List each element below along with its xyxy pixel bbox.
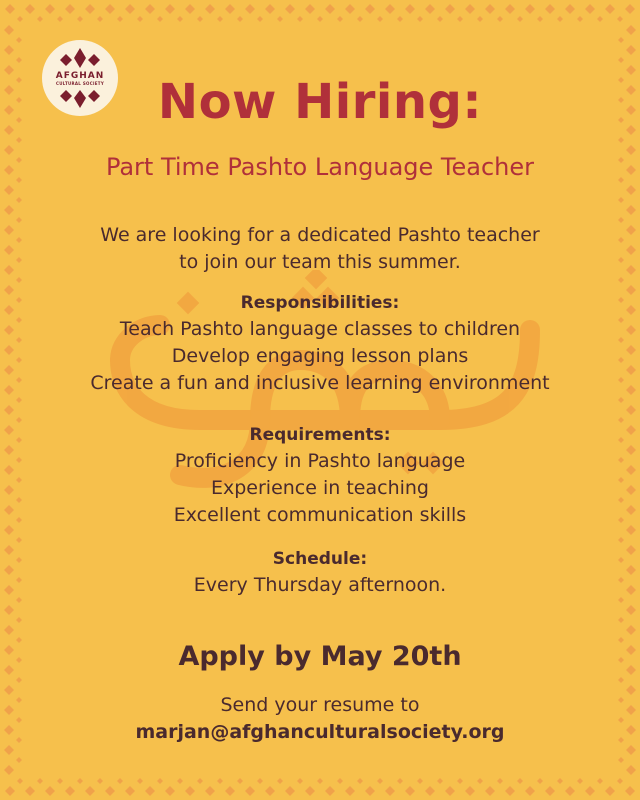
border-diamond: [265, 4, 275, 14]
requirement-item: Proficiency in Pashto language: [174, 450, 466, 472]
border-diamond: [185, 4, 195, 14]
border-diamond: [345, 4, 355, 14]
border-diamond: [457, 778, 463, 784]
border-diamond: [25, 4, 35, 14]
border-diamond: [626, 25, 636, 35]
border-diamond: [377, 778, 383, 784]
border-diamond: [17, 16, 23, 22]
schedule-heading: Schedule:: [272, 549, 368, 569]
border-diamond: [365, 4, 375, 14]
border-diamond: [618, 37, 624, 43]
border-diamond: [618, 537, 624, 543]
border-diamond: [257, 16, 263, 22]
border-diamond: [605, 786, 615, 796]
border-diamond: [17, 778, 23, 784]
logo-text: AFGHAN: [55, 71, 105, 81]
border-diamond: [205, 786, 215, 796]
border-diamond: [525, 786, 535, 796]
border-diamond: [85, 786, 95, 796]
border-diamond: [385, 786, 395, 796]
border-diamond: [545, 786, 555, 796]
border-diamond: [125, 786, 135, 796]
border-diamond: [16, 137, 22, 143]
border-diamond: [5, 786, 15, 796]
border-diamond: [626, 405, 636, 415]
border-diamond: [197, 16, 203, 22]
border-diamond: [285, 4, 295, 14]
border-diamond: [117, 16, 123, 22]
contact-section: [0, 692, 640, 746]
border-diamond: [397, 16, 403, 22]
border-diamond: [405, 4, 415, 14]
job-title: Part Time Pashto Language Teacher: [105, 153, 535, 181]
border-diamond: [618, 617, 624, 623]
border-diamond: [16, 677, 22, 683]
border-diamond: [5, 4, 15, 14]
border-diamond: [565, 4, 575, 14]
border-diamond: [4, 185, 14, 195]
border-diamond: [4, 45, 14, 55]
border-diamond: [325, 786, 335, 796]
border-diamond: [277, 16, 283, 22]
border-diamond: [57, 778, 63, 784]
contact-email[interactable]: marjan@afghanculturalsociety.org: [135, 721, 505, 743]
border-diamond: [577, 778, 583, 784]
border-diamond: [357, 778, 363, 784]
border-diamond: [626, 765, 636, 775]
border-diamond: [505, 4, 515, 14]
border-diamond: [137, 16, 143, 22]
border-diamond: [305, 786, 315, 796]
send-resume-label: Send your resume to: [220, 694, 420, 716]
border-diamond: [477, 778, 483, 784]
border-diamond: [137, 778, 143, 784]
border-diamond: [305, 4, 315, 14]
requirement-item: Experience in teaching: [210, 477, 429, 499]
border-diamond: [577, 16, 583, 22]
requirement-item: Excellent communication skills: [173, 504, 467, 526]
border-diamond: [45, 786, 55, 796]
border-diamond: [625, 4, 635, 14]
border-diamond: [185, 786, 195, 796]
border-diamond: [37, 778, 43, 784]
responsibilities-heading: Responsibilities:: [240, 293, 400, 313]
border-diamond: [277, 778, 283, 784]
border-diamond: [537, 16, 543, 22]
border-diamond: [4, 605, 14, 615]
border-diamond: [217, 778, 223, 784]
border-diamond: [65, 4, 75, 14]
border-diamond: [618, 197, 624, 203]
border-diamond: [557, 16, 563, 22]
border-diamond: [445, 4, 455, 14]
border-diamond: [4, 405, 14, 415]
border-diamond: [626, 45, 636, 55]
border-diamond: [16, 397, 22, 403]
border-diamond: [605, 4, 615, 14]
responsibility-item: Teach Pashto language classes to children: [119, 318, 521, 340]
border-diamond: [545, 4, 555, 14]
schedule-section: [0, 546, 640, 599]
border-diamond: [145, 786, 155, 796]
border-diamond: [585, 4, 595, 14]
border-diamond: [225, 786, 235, 796]
border-diamond: [177, 778, 183, 784]
border-diamond: [437, 16, 443, 22]
border-diamond: [4, 625, 14, 635]
border-diamond: [417, 778, 423, 784]
border-diamond: [125, 4, 135, 14]
border-diamond: [77, 778, 83, 784]
border-diamond: [617, 16, 623, 22]
border-diamond: [357, 16, 363, 22]
apply-deadline: Apply by May 20th: [178, 641, 462, 672]
border-diamond: [265, 786, 275, 796]
border-diamond: [4, 765, 14, 775]
requirements-section: [0, 422, 640, 529]
border-diamond: [625, 786, 635, 796]
border-diamond: [85, 4, 95, 14]
border-diamond: [626, 745, 636, 755]
logo-subtext: CULTURAL SOCIETY: [55, 81, 105, 86]
border-diamond: [297, 16, 303, 22]
border-diamond: [505, 786, 515, 796]
border-diamond: [517, 778, 523, 784]
border-diamond: [77, 16, 83, 22]
border-diamond: [618, 57, 624, 63]
border-diamond: [16, 617, 22, 623]
border-diamond: [16, 197, 22, 203]
border-diamond: [165, 786, 175, 796]
border-diamond: [597, 778, 603, 784]
border-diamond: [565, 786, 575, 796]
border-diamond: [618, 137, 624, 143]
border-diamond: [477, 16, 483, 22]
border-diamond: [285, 786, 295, 796]
border-diamond: [297, 778, 303, 784]
border-diamond: [626, 185, 636, 195]
border-diamond: [325, 4, 335, 14]
border-diamond: [157, 16, 163, 22]
border-diamond: [585, 786, 595, 796]
border-diamond: [337, 16, 343, 22]
border-diamond: [337, 778, 343, 784]
border-diamond: [16, 37, 22, 43]
border-diamond: [626, 205, 636, 215]
border-diamond: [4, 25, 14, 35]
border-diamond: [157, 778, 163, 784]
page-title: Now Hiring:: [157, 74, 483, 130]
border-diamond: [217, 16, 223, 22]
border-diamond: [457, 16, 463, 22]
border-diamond: [618, 397, 624, 403]
border-diamond: [417, 16, 423, 22]
border-diamond: [617, 778, 623, 784]
border-diamond: [97, 16, 103, 22]
border-diamond: [597, 16, 603, 22]
border-diamond: [25, 786, 35, 796]
border-diamond: [245, 4, 255, 14]
border-diamond: [177, 16, 183, 22]
border-diamond: [4, 745, 14, 755]
requirements-heading: Requirements:: [249, 425, 391, 445]
border-diamond: [365, 786, 375, 796]
border-diamond: [465, 786, 475, 796]
border-diamond: [437, 778, 443, 784]
border-diamond: [225, 4, 235, 14]
border-diamond: [397, 778, 403, 784]
border-diamond: [626, 625, 636, 635]
border-diamond: [465, 4, 475, 14]
border-diamond: [405, 786, 415, 796]
border-diamond: [165, 4, 175, 14]
border-diamond: [618, 277, 624, 283]
border-diamond: [485, 4, 495, 14]
border-diamond: [105, 4, 115, 14]
border-diamond: [537, 778, 543, 784]
border-diamond: [618, 757, 624, 763]
border-diamond: [45, 4, 55, 14]
border-diamond: [65, 786, 75, 796]
border-diamond: [37, 16, 43, 22]
border-diamond: [205, 4, 215, 14]
border-diamond: [16, 537, 22, 543]
responsibilities-section: [0, 290, 640, 397]
border-diamond: [517, 16, 523, 22]
border-diamond: [618, 677, 624, 683]
border-diamond: [197, 778, 203, 784]
border-diamond: [117, 778, 123, 784]
border-diamond: [245, 786, 255, 796]
border-diamond: [497, 778, 503, 784]
border-diamond: [377, 16, 383, 22]
responsibility-item: Create a fun and inclusive learning environment: [90, 372, 550, 394]
border-diamond: [97, 778, 103, 784]
border-diamond: [445, 786, 455, 796]
border-diamond: [317, 778, 323, 784]
border-diamond: [257, 778, 263, 784]
border-diamond: [497, 16, 503, 22]
border-diamond: [57, 16, 63, 22]
border-diamond: [105, 786, 115, 796]
border-diamond: [557, 778, 563, 784]
border-diamond: [626, 605, 636, 615]
border-diamond: [16, 57, 22, 63]
border-diamond: [4, 205, 14, 215]
border-diamond: [145, 4, 155, 14]
border-diamond: [425, 786, 435, 796]
border-diamond: [385, 4, 395, 14]
intro-line: We are looking for a dedicated Pashto teacher: [100, 224, 540, 246]
border-diamond: [425, 4, 435, 14]
border-diamond: [525, 4, 535, 14]
intro-text: [0, 222, 640, 276]
border-diamond: [16, 757, 22, 763]
responsibility-item: Develop engaging lesson plans: [171, 345, 469, 367]
border-diamond: [237, 16, 243, 22]
schedule-text: Every Thursday afternoon.: [193, 574, 447, 596]
border-diamond: [16, 277, 22, 283]
border-diamond: [317, 16, 323, 22]
border-diamond: [237, 778, 243, 784]
intro-line: to join our team this summer.: [179, 251, 461, 273]
border-diamond: [345, 786, 355, 796]
border-diamond: [485, 786, 495, 796]
